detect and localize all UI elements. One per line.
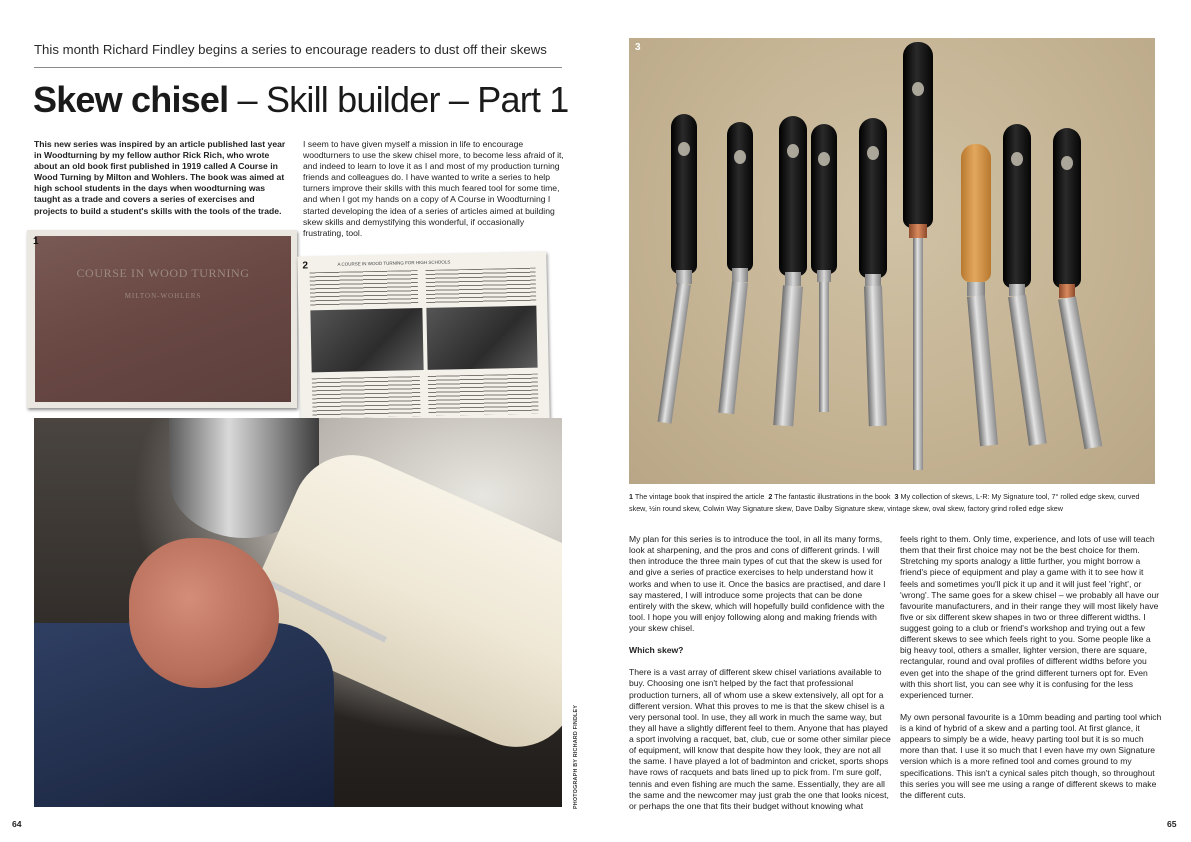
body-column-1 (629, 534, 891, 823)
photo-vintage-book (27, 230, 297, 408)
lead-paragraph: I seem to have given myself a mission in life to encourage woodturners to use the skew chisel more, to become less afraid of it, and indeed to learn to love it as I and most of my production turning friends and colleagues do. I have wanted to write a series to help turners improve their skills with this much feared tool for some time, and when I got my hands on a copy of A Course in Woodturning I started developing the idea of a series of articles aimed at building skew skills and demystifying this wonderful, if occasionally frustrating, tool. (303, 139, 564, 238)
book-page-heading: A COURSE IN WOOD TURNING FOR HIGH SCHOOLS (337, 259, 451, 267)
book-text-block (428, 374, 539, 416)
book-text-block (426, 268, 537, 304)
page-number-left: 64 (12, 819, 22, 829)
body-column-2 (900, 534, 1162, 812)
body-paragraph: There is a vast array of different skew chisel variations available to buy. Choosing one isn't helped by the fact that professional production turners, all of whom use a skew extensively, all opt for a different version. What this proves to me is that the skew chisel is a very personal tool. In use, they all work in much the same way, but they all have a slightly different feel to them. Anyone that has played a sport involving a racquet, bat, club, cue or some other similar piece of equipment, will know that despite how they look, they are not all the same. I have played a lot of badminton and cricket, sports shops have rows of racquets and bats lined up to pick from. I'm sure golf, tennis and even fishing are much the same. Essentially, they are all the same and the newcomer may just grab the one that looks nicest, or perhaps the one that fits their budget without knowing what (629, 667, 891, 811)
book-text-block (312, 376, 421, 418)
body-paragraph: My plan for this series is to introduce the tool, in all its many forms, look at sharpening, and the pros and cons of different grinds. I will then introduce the three main types of cut that the skew is used for and give a series of practice exercises to help understand how it works and when to use it. Once the basics are practised, and dare I say mastered, I will introduce some projects that can be done entirely with the skew, which will hopefully build confidence with the tool. I hope you will enjoy following along and making friends with your skew chisel. (629, 534, 886, 633)
caption-number-2: 2 (768, 492, 773, 501)
page-number-right: 65 (1167, 819, 1177, 829)
photo-captions (629, 491, 1159, 514)
article-title (33, 78, 569, 122)
caption-text-1: The vintage book that inspired the article (634, 492, 765, 501)
photo-turning-at-lathe (34, 418, 562, 807)
article-title-rest: – Skill builder – Part 1 (228, 79, 569, 120)
book-figure-image (310, 308, 423, 372)
caption-text-2: The fantastic illustrations in the book (774, 492, 891, 501)
photo-credit (566, 704, 579, 812)
body-paragraph: My own personal favourite is a 10mm beading and parting tool which is a kind of hybrid of a skew and a parting tool. At first glance, it appears to simply be a wide, heavy parting tool but it is so much more than that. I use it so much that I even have my own Signature version which is a more refined tool and comes ground to my specifications. This isn't a cynical sales pitch though, so throughout this series you will see me using a range of different skews to make the different cuts. (900, 711, 1162, 800)
section-subheading: Which skew? (629, 645, 684, 656)
caption-number-1: 1 (629, 492, 633, 501)
book-figure-image (426, 306, 537, 370)
body-paragraph: feels right to them. Only time, experience, and lots of use will teach them that their first choice may not be the best choice for them. Stretching my sports analogy a little further, you might borrow a friend's piece of equipment and play a game with it to see how it feels and sometimes you'll pick it up and it will just feel 'right', or 'wrong'. The same goes for a skew chisel – we probably all have our favourite manufacturers, and in their range they will most likely have five or six different skew shapes in two or three different widths. I suggest going to a club or friend's workshop and trying out a few different skews to see which feels right to you. Some people like a big heavy tool, others a smaller, lighter version, there are square, rectangular, round and oval profiles of different widths before you even get into the shape of the grind different turners opt for. Even with this short list, you can see why it is confusing for the less experienced turner. (900, 534, 1160, 700)
photo-number: 2 (302, 260, 309, 272)
standfirst-paragraph: This new series was inspired by an article published last year in Woodturning by my fellow author Rick Rich, who wrote about an old book first published in 1919 called A Course in Wood Turning by Milton and Wohlers. The book was aimed at high school students in the days when woodturning was taught as a trade and covers a series of exercises and projects to build a student's skills with the tools of the trade. (34, 139, 286, 216)
photo-book-illustrations (297, 251, 550, 426)
kicker-divider (34, 67, 562, 68)
book-cover-title: COURSE IN WOOD TURNING (76, 266, 250, 280)
photo-skew-collection (629, 38, 1155, 484)
photo-number: 1 (33, 236, 39, 247)
caption-text-3: My collection of skews, L-R: My Signature tool, 7° rolled edge skew, curved skew, ½in round skew, Colwin Way Signature skew, Dave Dalby Signature skew, vintage skew, oval skew, factory grind rolled edge skew (629, 492, 1140, 513)
kicker-text: This month Richard Findley begins a series to encourage readers to dust off their skews (34, 42, 547, 57)
photo-number: 3 (635, 42, 641, 53)
book-cover-image (35, 236, 291, 402)
book-text-block (310, 270, 419, 306)
caption-number-3: 3 (894, 492, 899, 501)
photo-credit-text: PHOTOGRAPH BY RICHARD FINDLEY (573, 704, 579, 809)
book-cover-author: MILTON-WOHLERS (124, 292, 202, 300)
article-title-bold: Skew chisel (33, 79, 229, 120)
